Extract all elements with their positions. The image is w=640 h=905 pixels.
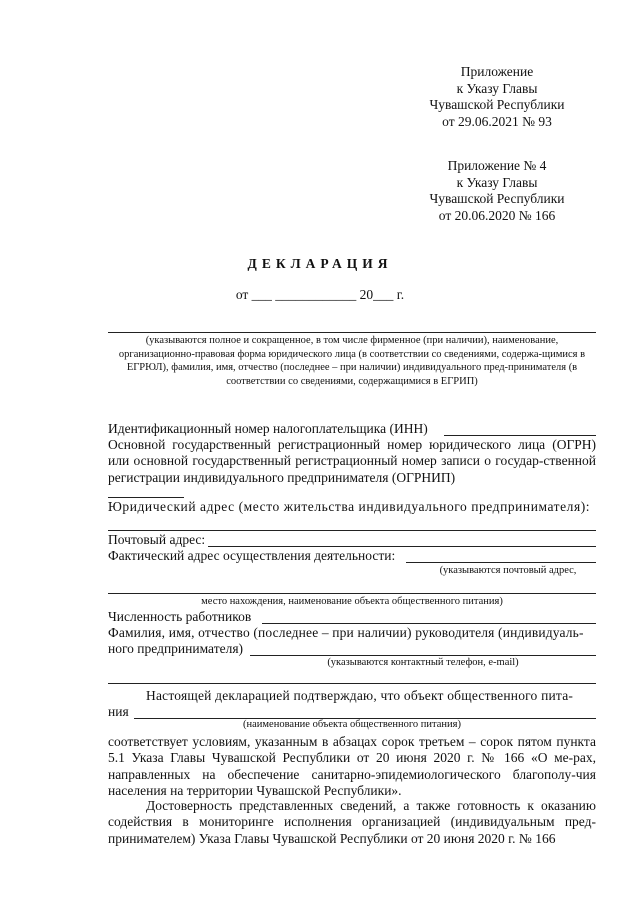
ogrn-field[interactable] bbox=[108, 497, 184, 498]
declaration-line: Настоящей декларацией подтверждаю, что объект общественного пита- bbox=[146, 688, 574, 703]
actual-address-field[interactable] bbox=[406, 562, 596, 563]
annex2-line1: Приложение № 4 bbox=[447, 158, 547, 173]
annex2-line4: от 20.06.2020 № 166 bbox=[438, 207, 556, 223]
org-name-note: (указываются полное и сокращенное, в том числе фирменное (при наличии), наименование, организационно-правовая форма юридического лица (в соответствии со сведениями, содержа-щимися в ЕГРЮЛ), фамилия, имя, отчество (последнее – при наличии) индивидуального пред-принимателя (в соответствии со сведениями, содержащимися в ЕГРИП) bbox=[118, 335, 586, 387]
location-note: место нахождения, наименование объекта общественного питания) bbox=[201, 596, 503, 607]
conformity-text: соответствует условиям, указанным в абзацах сорок третьем – сорок пятом пункта 5.1 Указа Главы Чувашской Республики от 20 июня 2020 г. № 166 «О ме-рах, направленных на обеспечение санитарно-эпидемиологического благополу-чия населения на территории Чувашской Республики». bbox=[108, 734, 596, 799]
actual-address-label: Фактический адрес осуществления деятельности: bbox=[108, 548, 396, 563]
head-name-field[interactable] bbox=[250, 655, 596, 656]
legal-address-field[interactable] bbox=[108, 530, 596, 531]
head-name-label: Фамилия, имя, отчество (последнее – при наличии) руководителя (индивидуаль- bbox=[108, 625, 584, 640]
annex-header-2021 bbox=[402, 64, 592, 130]
annex1-line3: Чувашской Республики bbox=[429, 97, 565, 112]
legal-address-label: Юридический адрес (место жительства индивидуального предпринимателя): bbox=[108, 499, 591, 514]
postal-address-field[interactable] bbox=[208, 546, 596, 547]
annex1-line1: Приложение bbox=[460, 64, 534, 79]
inn-field[interactable] bbox=[444, 435, 596, 436]
postal-note: (указываются почтовый адрес, bbox=[439, 565, 577, 576]
object-note: (наименование объекта общественного питания) bbox=[243, 719, 461, 730]
location-field[interactable] bbox=[108, 593, 596, 594]
declaration-line-cont: ния bbox=[108, 704, 129, 719]
annex1-line2: к Указу Главы bbox=[456, 80, 538, 96]
head-name-label-cont: ного предпринимателя) bbox=[108, 641, 244, 656]
annex2-line2: к Указу Главы bbox=[456, 174, 538, 190]
document-title: ДЕКЛАРАЦИЯ bbox=[247, 256, 393, 271]
annex2-line3: Чувашской Республики bbox=[429, 191, 565, 206]
date-line: от ___ ____________ 20___ г. bbox=[235, 287, 405, 302]
annex-header-2020 bbox=[402, 158, 592, 224]
employees-field[interactable] bbox=[262, 623, 596, 624]
postal-address-label: Почтовый адрес: bbox=[108, 532, 206, 547]
inn-label: Идентификационный номер налогоплательщика (ИНН) bbox=[108, 421, 428, 436]
reliability-text: Достоверность представленных сведений, а также готовность к оказанию содействия в мониторинге исполнения организацией (индивидуальным пред-принимателем) Указа Главы Чувашской Республики от 20 июня 2020 г. № 166 bbox=[108, 798, 596, 846]
org-name-line[interactable] bbox=[108, 332, 596, 333]
contact-field[interactable] bbox=[108, 683, 596, 684]
contact-note: (указываются контактный телефон, e-mail) bbox=[327, 657, 519, 668]
employees-label: Численность работников bbox=[108, 609, 252, 624]
annex1-line4: от 29.06.2021 № 93 bbox=[442, 113, 552, 129]
ogrn-text: Основной государственный регистрационный номер юридического лица (ОГРН) или основной государственный регистрационный номер записи о государ-ственной регистрации индивидуального предпринимателя (ОГРНИП) bbox=[108, 437, 596, 485]
